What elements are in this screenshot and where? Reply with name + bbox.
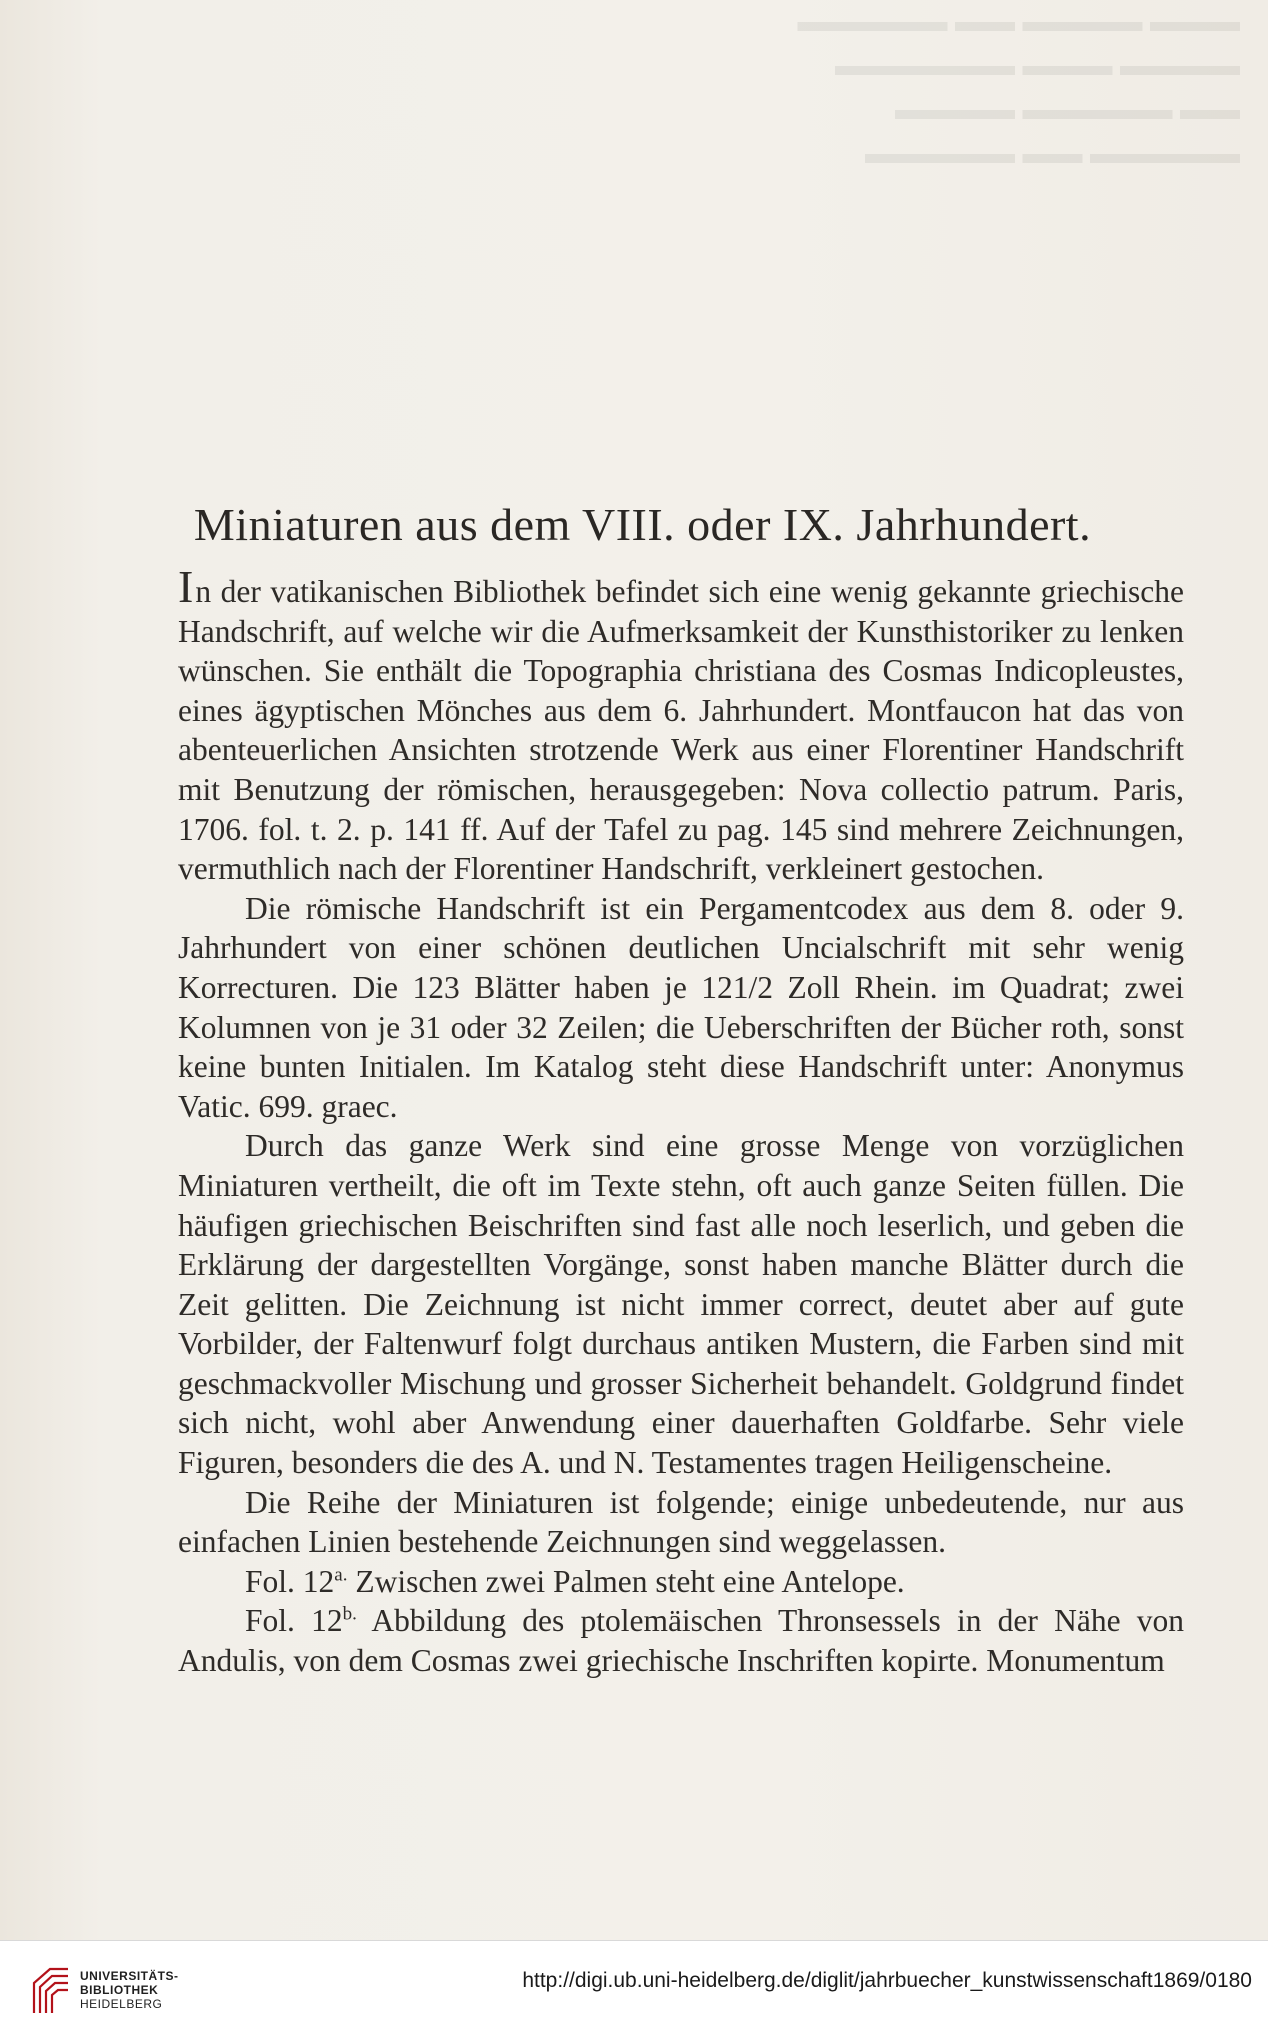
source-url-link[interactable]: http://digi.ub.uni-heidelberg.de/diglit/jahrbuecher_kunstwissenschaft1869/0180 <box>522 1969 1252 1992</box>
footer-bar <box>0 1940 1268 2034</box>
folio-label: Fol. 12 <box>245 1563 335 1599</box>
paragraph-2 <box>178 889 1184 1127</box>
paragraph-4: Die Reihe der Miniaturen ist folgende; einige unbedeutende, nur aus einfachen Linien bestehende Zeichnungen sind weggelassen. <box>178 1484 1184 1560</box>
paragraph-6-text: Abbildung des ptolemäischen Thronsessels in der Nähe von Andulis, von dem Cosmas zwei griechische Inschriften kopirte. Monumentum <box>178 1603 1184 1679</box>
page-title: Miniaturen aus dem VIII. oder IX. Jahrhundert. <box>193 499 1092 550</box>
paragraph-2-text-b: Zoll Rhein. im Quadrat; zwei Kolumnen von je 31 oder 32 Zeilen; die Ueberschriften der Bücher roth, sonst keine bunten Initialen. Im Katalog steht diese Handschrift unter: Anonymus Vatic. 699. graec. <box>178 969 1184 1124</box>
bleed-through-decoration: ▬▬▬ ▬▬▬▬ ▬▬ ▬▬▬▬▬ ▬▬▬▬ ▬▬▬ ▬▬▬▬▬▬ ▬▬ ▬▬▬▬▬ ▬▬▬▬ ▬▬▬▬▬ ▬▬ ▬▬▬▬▬ <box>797 5 1240 170</box>
paragraph-2-text-a: Die römische Handschrift ist ein Pergamentcodex aus dem 8. oder 9. Jahrhundert von einer schönen deutlichen Uncialschrift mit sehr wenig Korrecturen. Die 123 Blätter haben je 12 <box>178 890 1184 1005</box>
folio-label: Fol. 12 <box>245 1603 343 1639</box>
paragraph-1 <box>178 561 1184 889</box>
ub-heidelberg-logo-icon <box>30 1961 72 2017</box>
paragraph-1-text: n der vatikanischen Bibliothek befindet sich eine wenig gekannte griechische Handschrift, auf welche wir die Aufmerksamkeit der Kunsthistoriker zu lenken wünschen. Sie enthält die Topographia christiana des Cosmas Indicopleustes, eines ägyptischen Mönches aus dem 6. Jahrhundert. Montfaucon hat das von abenteuerlichen Ansichten strotzende Werk aus einer Florentiner Handschrift mit Benutzung der römischen, herausgegeben: Nova collectio patrum. Paris, 1706. fol. t. 2. p. 141 ff. Auf der Tafel zu pag. 145 sind mehrere Zeichnungen, vermuthlich nach der Florentiner Handschrift, verkleinert gestochen. <box>178 574 1184 887</box>
paragraph-6 <box>178 1601 1184 1680</box>
library-name: UNIVERSITÄTS- BIBLIOTHEK HEIDELBERG <box>80 1969 179 2011</box>
paragraph-5-text: Zwischen zwei Palmen steht eine Antelope. <box>347 1563 905 1599</box>
paragraph-3: Durch das ganze Werk sind eine grosse Menge von vorzüglichen Miniaturen vertheilt, die oft im Texte stehn, oft auch ganze Seiten füllen. Die häufigen griechischen Beischriften sind fast alle noch leserlich, und geben die Erklärung der dargestellten Vorgänge, sonst haben manche Blätter durch die Zeit gelitten. Die Zeichnung ist nicht immer correct, deutet aber auf gute Vorbilder, der Faltenwurf folgt durchaus antiken Mustern, die Farben sind mit geschmackvoller Mischung und grosser Sicherheit behandelt. Goldgrund findet sich nicht, wohl aber Anwendung einer dauerhaften Goldfarbe. Sehr viele Figuren, besonders die des A. und N. Testamentes tragen Heiligenscheine. <box>178 1128 1184 1481</box>
fraction: 1/2 <box>732 969 774 1005</box>
paragraph-5 <box>178 1562 1184 1602</box>
folio-superscript: b. <box>342 1603 357 1625</box>
initial-letter: I <box>178 561 194 612</box>
body-text <box>178 561 1184 1681</box>
folio-superscript: a. <box>334 1564 348 1586</box>
